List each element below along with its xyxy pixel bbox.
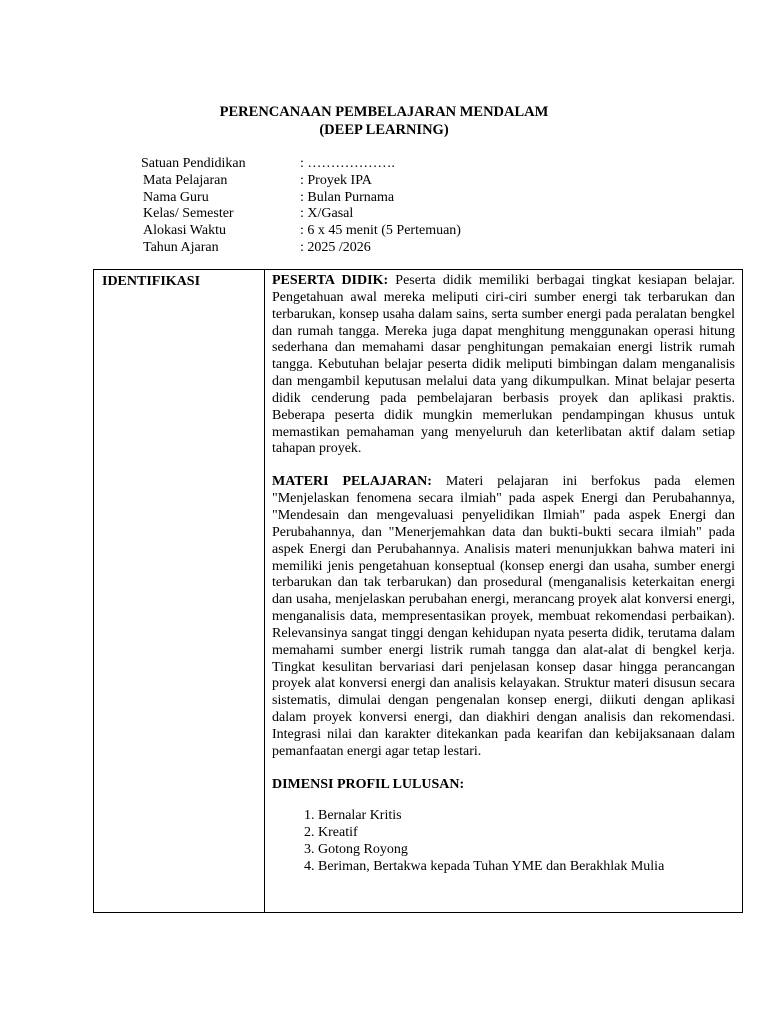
list-item: 1. Bernalar Kritis <box>318 807 735 824</box>
meta-value: : 6 x 45 menit (5 Pertemuan) <box>300 223 461 239</box>
meta-label: Kelas/ Semester <box>143 206 234 222</box>
title-line-1: PERENCANAAN PEMBELAJARAN MENDALAM <box>219 104 549 120</box>
dimensi-profil-heading: DIMENSI PROFIL LULUSAN: <box>272 776 465 792</box>
identification-table <box>93 269 743 913</box>
meta-label: Tahun Ajaran <box>143 239 219 255</box>
meta-label: Mata Pelajaran <box>143 172 228 188</box>
meta-row-guru <box>141 190 461 207</box>
meta-row-satuan <box>141 156 461 173</box>
materi-pelajaran-text: Materi pelajaran ini berfokus pada elemen "Menjelaskan fenomena secara ilmiah" pada aspek Energi dan Perubahannya, "Mendesain dan mengevaluasi penyelidikan Ilmiah" pada aspek Energi dan Perubahannya, dan "Menerjemahkan data dan bukti-bukti secara ilmiah" pada aspek Energi dan Perubahannya. Analisis materi menunjukkan bahwa materi ini memiliki jenis pengetahuan konseptual (konsep energi dan usaha, sumber energi terbarukan dan tak terbarukan) dan prosedural (menganalisis keterkaitan energi dan usaha, menjelaskan perubahan energi, merancang proyek alat konversi energi, menganalisis data, mempresentasikan proyek, membuat rekomendasi perbaikan). Relevansinya sangat tinggi dengan kehidupan nyata peserta didik, terutama dalam memahami sumber energi listrik rumah tangga dan alat-alat di bengkel kerja. Tingkat kesulitan bervariasi dari penjelasan konsep dasar hingga perancangan proyek alat konversi energi dan analisis kelayakan. Struktur materi disusun secara sistematis, dimulai dengan pengenalan konsep energi, diikuti dengan aplikasi dalam proyek konversi energi, dan diakhiri dengan analisis dan rekomendasi. Integrasi nilai dan karakter ditekankan pada kearifan dan kebijaksanaan dalam pemanfaatan energi agar tetap lestari. <box>272 474 735 759</box>
meta-value: : 2025 /2026 <box>300 239 371 255</box>
section-label: IDENTIFIKASI <box>102 274 201 289</box>
table-row <box>94 270 743 913</box>
list-item: 2. Kreatif <box>318 824 735 841</box>
meta-row-tahun <box>141 240 461 257</box>
meta-row-alokasi <box>141 223 461 240</box>
metadata-block <box>141 156 461 257</box>
dimensi-profil-list <box>272 807 735 875</box>
meta-value: : X/Gasal <box>300 206 354 222</box>
title-line-2: (DEEP LEARNING) <box>319 122 449 138</box>
meta-row-kelas <box>141 206 461 223</box>
list-item: 3. Gotong Royong <box>318 841 735 858</box>
meta-label: Nama Guru <box>143 189 209 205</box>
materi-pelajaran-paragraph <box>272 474 735 760</box>
meta-value: : Bulan Purnama <box>300 189 395 205</box>
meta-label: Satuan Pendidikan <box>141 156 246 171</box>
peserta-didik-heading: PESERTA DIDIK: <box>272 273 389 288</box>
materi-pelajaran-heading: MATERI PELAJARAN: <box>272 474 432 490</box>
peserta-didik-text: Peserta didik memiliki berbagai tingkat kesiapan belajar. Pengetahuan awal mereka meliputi ciri-ciri sumber energi tak terbarukan dan terbarukan, konsep usaha dalam sains, serta sumber energi pada peralatan bengkel dan rumah tangga. Mereka juga dapat menghitung menggunakan operasi hitung sederhana dan memahami dasar penghitungan pemakaian energi listrik rumah tangga. Kebutuhan belajar peserta didik meliputi bimbingan dalam menganalisis dan mengambil keputusan melalui data yang dikumpulkan. Minat belajar peserta didik cenderung pada pembelajaran berbasis proyek dan aplikasi praktis. Beberapa peserta didik mungkin memerlukan pendampingan khusus untuk memastikan pemahaman yang menyeluruh dan keterlibatan aktif dalam setiap tahapan proyek. <box>272 273 736 457</box>
meta-label: Alokasi Waktu <box>143 223 226 239</box>
list-item: 4. Beriman, Bertakwa kepada Tuhan YME dan Berakhlak Mulia <box>318 858 735 875</box>
section-content-cell <box>265 270 743 913</box>
section-label-cell <box>94 270 265 913</box>
document-title <box>0 103 768 139</box>
meta-row-mapel <box>141 173 461 190</box>
meta-value: : Proyek IPA <box>300 172 372 188</box>
peserta-didik-paragraph <box>272 273 735 458</box>
meta-value: : ………………. <box>300 156 395 171</box>
